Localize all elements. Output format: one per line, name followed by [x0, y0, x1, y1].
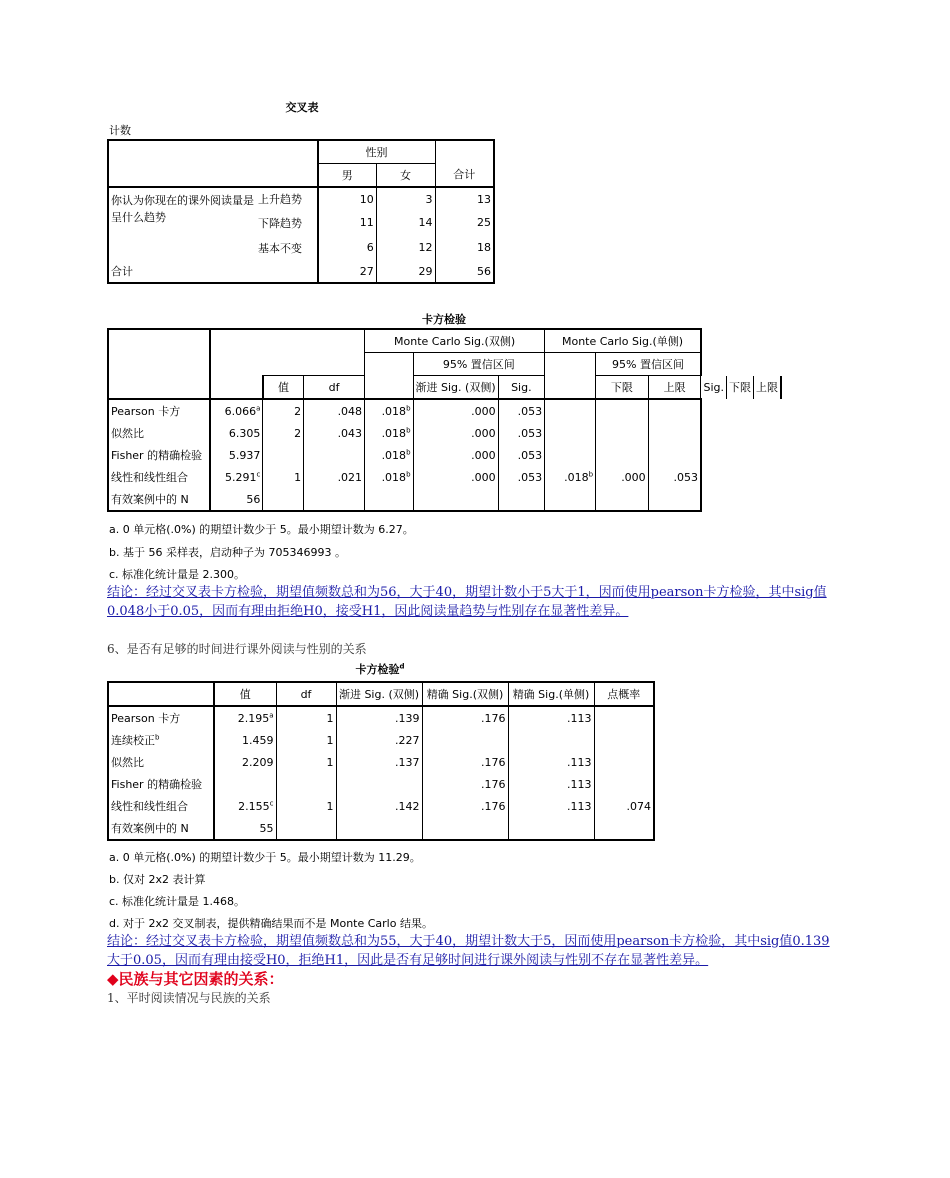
chi1-cell: [596, 399, 649, 422]
chi2-note-b: b. 仅对 2x2 表计算: [109, 873, 206, 886]
chi1-col-df: df: [304, 376, 365, 400]
chi1-corner: [108, 329, 210, 399]
crosstab-title: 交叉表: [285, 101, 319, 114]
chi2-title: 卡方检验$^d$: [355, 662, 405, 676]
crosstab-cell: 12: [376, 235, 435, 260]
chi1-mc2-sig-top: [365, 353, 413, 400]
chi1-cell: [413, 488, 498, 511]
chi1-col-mc2-upper: 上限: [648, 376, 701, 400]
chi1-cell: .053: [648, 466, 701, 488]
chi2-cell: .113: [508, 706, 594, 729]
chi1-row-label: Pearson 卡方: [108, 399, 210, 422]
chi2-note-d: d. 对于 2x2 交叉制表，提供精确结果而不是 Monte Carlo 结果。: [109, 917, 433, 930]
crosstab-cell: 29: [376, 260, 435, 283]
chi2-row: [108, 751, 654, 773]
chi1-cell: .018$^b$: [365, 422, 413, 444]
chi2-cell: [594, 817, 654, 840]
chi1-cell: [648, 488, 701, 511]
chi1-cell: [545, 422, 596, 444]
chi1-row: [108, 422, 781, 444]
ethnic-subheading: 1、平时阅读情况与民族的关系: [107, 991, 271, 1005]
chi1-col-mc1-upper: 上限: [754, 376, 782, 400]
chi1-cell: .018$^b$: [365, 444, 413, 466]
chi2-cell: .137: [336, 751, 422, 773]
chi1-cell: [596, 444, 649, 466]
chi1-table: [107, 328, 782, 512]
chi1-cell: 5.291$^c$: [210, 466, 263, 488]
chi1-row: [108, 399, 781, 422]
crosstab-col-female: 女: [376, 164, 435, 188]
chi2-cell: [276, 773, 336, 795]
ethnic-heading: ◆民族与其它因素的关系：: [107, 970, 284, 988]
chi2-cell: .113: [508, 773, 594, 795]
chi2-cell: [508, 729, 594, 751]
chi1-cell: [304, 488, 365, 511]
chi1-cell: 2: [263, 422, 304, 444]
chi2-col-exact1: 精确 Sig.(单侧): [508, 682, 594, 706]
chi2-cell: [508, 817, 594, 840]
chi2-body: [108, 706, 654, 840]
chi2-cell: Pearson 卡方: [108, 706, 214, 729]
chi1-cell: .018$^b$: [365, 466, 413, 488]
chi1-row: [108, 444, 781, 466]
chi1-cell: .053: [498, 444, 544, 466]
chi1-cell: 6.305: [210, 422, 263, 444]
chi2-cell: .176: [422, 751, 508, 773]
chi2-col-df: df: [276, 682, 336, 706]
chi1-cell: .043: [304, 422, 365, 444]
chi1-col-mc2-sig: Sig.: [498, 376, 544, 400]
chi2-row: [108, 795, 654, 817]
chi2-cell: 2.209: [214, 751, 276, 773]
chi2-cell: [594, 729, 654, 751]
chi1-cell: .000: [413, 399, 498, 422]
chi2-cell: [594, 706, 654, 729]
chi2-cell: 似然比: [108, 751, 214, 773]
chi2-corner: [108, 682, 214, 706]
chi1-mc1-header: Monte Carlo Sig.(单侧): [545, 329, 701, 353]
chi1-title: 卡方检验: [422, 313, 466, 326]
crosstab-row-1-label: 上升趋势: [256, 187, 318, 210]
chi1-cell: [263, 444, 304, 466]
chi2-note-c: c. 标准化统计量是 1.468。: [109, 895, 246, 908]
crosstab-cell: 25: [435, 210, 494, 235]
crosstab-cell: 27: [318, 260, 377, 283]
chi1-cell: [545, 444, 596, 466]
chi2-note-a: a. 0 单元格(.0%) 的期望计数少于 5。最小期望计数为 11.29。: [109, 851, 421, 864]
chi1-cell: [648, 399, 701, 422]
chi1-conclusion: 结论：经过交叉表卡方检验，期望值频数总和为56，大于40，期望计数小于5大于1，因而使用pearson卡方检验，其中sig值 0.048小于0.05，因而有理由拒绝H0，接受H1，因此阅读量趋势与性别存在显著性差异。: [107, 585, 827, 619]
chi2-cell: .176: [422, 795, 508, 817]
crosstab-cell: 13: [435, 187, 494, 210]
crosstab-total-label: 合计: [108, 260, 318, 283]
chi1-cell: .053: [498, 399, 544, 422]
chi2-cell: [336, 817, 422, 840]
chi1-col-mc2-lower: 下限: [596, 376, 649, 400]
chi2-cell: 1.459: [214, 729, 276, 751]
chi1-cell: [648, 422, 701, 444]
chi1-mc1-ci: 95% 置信区间: [596, 353, 701, 376]
chi2-cell: 1: [276, 706, 336, 729]
crosstab-row-3-label: 基本不变: [256, 235, 318, 260]
crosstab-cell: 18: [435, 235, 494, 260]
chi1-mc1-sig-top: [545, 353, 596, 400]
chi1-cell: .053: [498, 422, 544, 444]
chi2-cell: .142: [336, 795, 422, 817]
chi1-col-mc1-lower: 下限: [727, 376, 754, 400]
chi1-row: [108, 466, 781, 488]
crosstab-corner: [108, 140, 318, 187]
chi1-cell: .000: [596, 466, 649, 488]
chi1-cell: .053: [498, 466, 544, 488]
chi1-cell: 2: [263, 399, 304, 422]
chi1-col-mc1-sig: Sig.: [701, 376, 727, 400]
crosstab-subtitle: 计数: [109, 124, 131, 137]
chi1-col-value: 值: [263, 376, 304, 400]
chi1-cell: .018$^b$: [365, 399, 413, 422]
chi1-cell: [596, 422, 649, 444]
chi1-cell: [545, 399, 596, 422]
chi1-cell: .021: [304, 466, 365, 488]
chi1-note-c: c. 标准化统计量是 2.300。: [109, 568, 246, 581]
chi1-row-label: 似然比: [108, 422, 210, 444]
chi1-row-label: 线性和线性组合: [108, 466, 210, 488]
crosstab-cell: 56: [435, 260, 494, 283]
chi2-cell: 1: [276, 729, 336, 751]
chi1-row-label: Fisher 的精确检验: [108, 444, 210, 466]
section6-heading: 6、是否有足够的时间进行课外阅读与性别的关系: [107, 642, 367, 656]
chi2-row: [108, 817, 654, 840]
crosstab-cell: 11: [318, 210, 377, 235]
chi2-cell: [276, 817, 336, 840]
chi2-col-value: 值: [214, 682, 276, 706]
chi2-cell: .139: [336, 706, 422, 729]
chi1-cell: .000: [413, 422, 498, 444]
chi2-cell: 有效案例中的 N: [108, 817, 214, 840]
chi2-row: [108, 773, 654, 795]
chi2-cell: [336, 773, 422, 795]
chi2-col-asymp: 渐进 Sig. (双侧): [336, 682, 422, 706]
chi2-col-exact2: 精确 Sig.(双侧): [422, 682, 508, 706]
chi1-cell: [648, 444, 701, 466]
chi1-cell: 5.937: [210, 444, 263, 466]
chi1-cell: 6.066$^a$: [210, 399, 263, 422]
chi1-cell: .000: [413, 444, 498, 466]
chi2-row: [108, 706, 654, 729]
chi2-cell: [594, 751, 654, 773]
chi2-cell: [422, 729, 508, 751]
chi2-conclusion: 结论：经过交叉表卡方检验，期望值频数总和为55，大于40，期望计数大于5，因而使用pearson卡方检验，其中sig值0.139 大于0.05，因而有理由接受H0，拒绝H1，因此是否有足够时间进行课外阅读与性别不存在显著性差异。: [107, 934, 830, 968]
crosstab-cell: 10: [318, 187, 377, 210]
chi1-row: [108, 488, 781, 511]
chi2-cell: .113: [508, 795, 594, 817]
chi1-cell: [304, 444, 365, 466]
crosstab-row-label: 你认为你现在的课外阅读量是 呈什么趋势: [108, 187, 256, 260]
chi2-cell: .176: [422, 773, 508, 795]
chi1-header-stub: [210, 376, 263, 400]
chi2-cell: [214, 773, 276, 795]
chi2-cell: 连续校正$^b$: [108, 729, 214, 751]
chi2-cell: .176: [422, 706, 508, 729]
chi2-cell: 2.195$^a$: [214, 706, 276, 729]
chi1-cell: [498, 488, 544, 511]
chi2-cell: 55: [214, 817, 276, 840]
chi2-cell: .113: [508, 751, 594, 773]
crosstab-table: [107, 139, 495, 284]
chi1-mc2-header: Monte Carlo Sig.(双侧): [365, 329, 545, 353]
chi1-cell: [545, 488, 596, 511]
crosstab-col-group: 性别: [318, 140, 435, 164]
chi2-cell: 2.155$^c$: [214, 795, 276, 817]
chi1-cell: [596, 488, 649, 511]
chi1-mc2-ci: 95% 置信区间: [413, 353, 545, 376]
chi1-body: [108, 399, 781, 511]
chi2-table: [107, 681, 655, 841]
chi2-cell: 1: [276, 795, 336, 817]
chi1-cell: [263, 488, 304, 511]
chi2-cell: [422, 817, 508, 840]
chi1-note-a: a. 0 单元格(.0%) 的期望计数少于 5。最小期望计数为 6.27。: [109, 523, 414, 536]
crosstab-cell: 6: [318, 235, 377, 260]
chi1-cell: .018$^b$: [545, 466, 596, 488]
chi1-cell: [365, 488, 413, 511]
chi2-cell: [594, 773, 654, 795]
chi2-cell: 1: [276, 751, 336, 773]
chi2-col-point: 点概率: [594, 682, 654, 706]
crosstab-cell: 14: [376, 210, 435, 235]
crosstab-col-male: 男: [318, 164, 377, 188]
chi1-row-label: 有效案例中的 N: [108, 488, 210, 511]
chi1-col-asymp: 渐进 Sig. (双侧): [413, 376, 498, 400]
chi2-cell: 线性和线性组合: [108, 795, 214, 817]
crosstab-col-total: 合计: [435, 140, 494, 187]
chi1-blank-header: [210, 329, 365, 376]
chi2-cell: Fisher 的精确检验: [108, 773, 214, 795]
chi2-cell: .227: [336, 729, 422, 751]
chi2-cell: .074: [594, 795, 654, 817]
chi1-cell: 56: [210, 488, 263, 511]
chi1-cell: .000: [413, 466, 498, 488]
chi1-cell: 1: [263, 466, 304, 488]
crosstab-row-2-label: 下降趋势: [256, 210, 318, 235]
crosstab-cell: 3: [376, 187, 435, 210]
chi2-row: [108, 729, 654, 751]
chi1-cell: .048: [304, 399, 365, 422]
chi1-note-b: b. 基于 56 采样表，启动种子为 705346993 。: [109, 546, 346, 559]
